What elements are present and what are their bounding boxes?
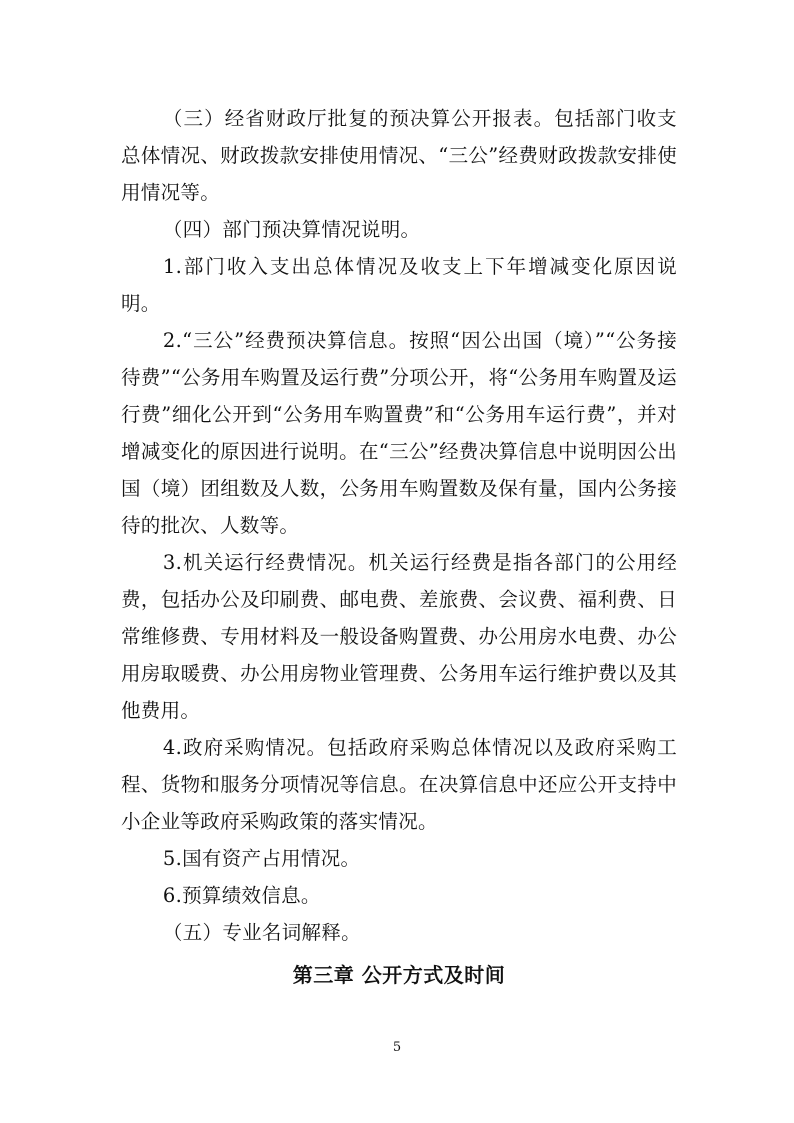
chapter-heading: 第三章 公开方式及时间 [292, 963, 506, 987]
paragraph-government-procurement: 4.政府采购情况。包括政府采购总体情况以及政府采购工程、货物和服务分项情况等信息。在决算信息中还应公开支持中小企业等政府采购政策的落实情况。 [121, 736, 677, 833]
paragraph-income-expenditure: 1.部门收入支出总体情况及收支上下年增减变化原因说明。 [121, 255, 677, 315]
paragraph-state-assets: 5.国有资产占用情况。 [162, 847, 361, 870]
paragraph-budget-tables: （三）经省财政厅批复的预决算公开报表。包括部门收支总体情况、财政拨款安排使用情况、“三公”经费财政拨款安排使用情况等。 [121, 107, 677, 204]
paragraph-term-explanation: （五）专业名词解释。 [162, 921, 361, 944]
paragraph-three-public-expenses: 2.“三公”经费预决算信息。按照“因公出国（境）”“公务接待费”“公务用车购置及运行费”分项公开，将“公务用车购置及运行费”细化公开到“公务用车购置费”和“公务用车运行费”，并对增减变化的原因进行说明。在“三公”经费决算信息中说明因公出国（境）团组数及人数，公务用车购置数及保有量，国内公务接待的批次、人数等。 [121, 329, 677, 537]
body-text [121, 100, 677, 951]
paragraph-operating-expenses: 3.机关运行经费情况。机关运行经费是指各部门的公用经费，包括办公及印刷费、邮电费、差旅费、会议费、福利费、日常维修费、专用材料及一般设备购置费、办公用房水电费、办公用房取暖费、办公用房物业管理费、公务用车运行维护费以及其他费用。 [121, 551, 677, 722]
paragraph-performance-info: 6.预算绩效信息。 [162, 884, 321, 907]
paragraph-department-explanation: （四）部门预决算情况说明。 [162, 218, 421, 241]
page-number: 5 [392, 1040, 402, 1055]
